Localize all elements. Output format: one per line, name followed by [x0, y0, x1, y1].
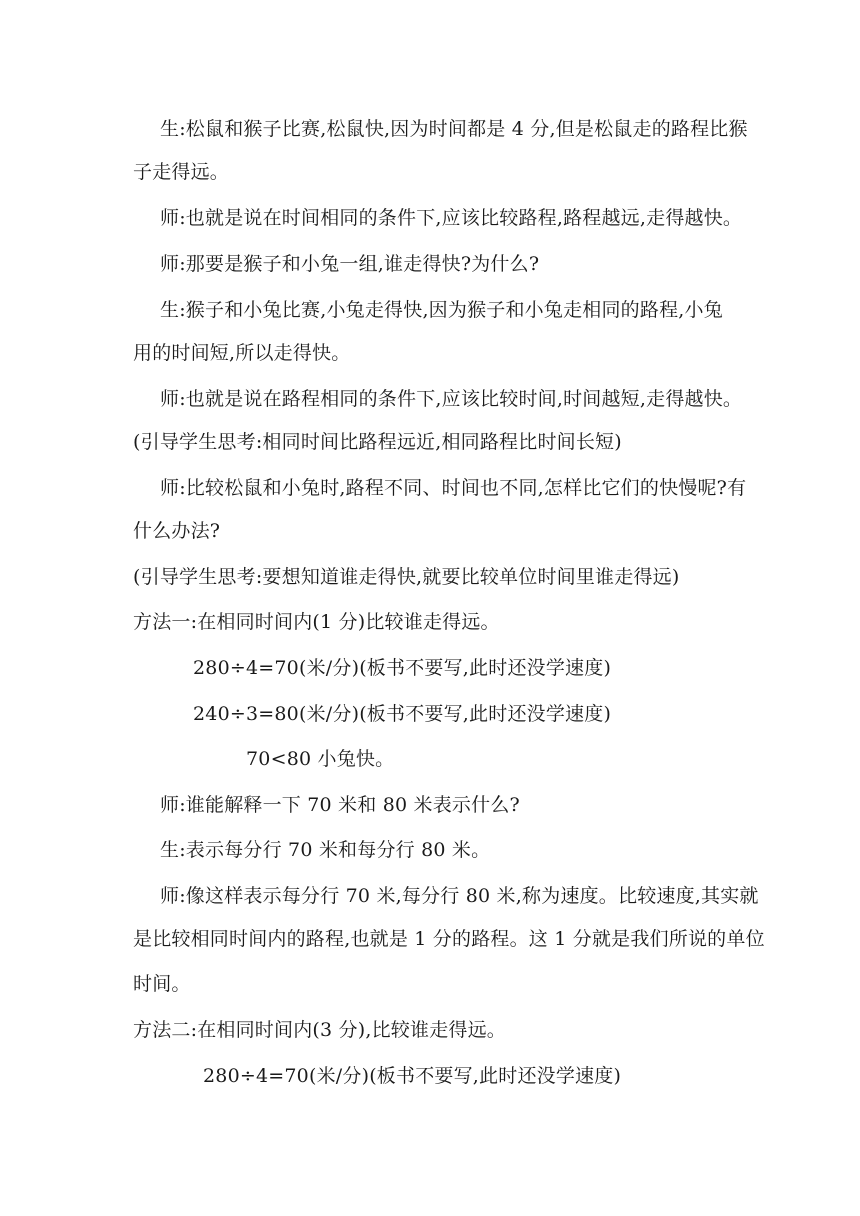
text-line: 生:表示每分行 70 米和每分行 80 米。	[160, 839, 491, 861]
text-line: 师:也就是说在路程相同的条件下,应该比较时间,时间越短,走得越快。	[160, 388, 743, 410]
text-line: 师:那要是猴子和小兔一组,谁走得快?为什么?	[160, 253, 540, 275]
text-line: 用的时间短,所以走得快。	[133, 342, 351, 364]
formula-line: 280÷4=70(米/分)(板书不要写,此时还没学速度)	[203, 1065, 622, 1087]
text-line: (引导学生思考:相同时间比路程远近,相同路程比时间长短)	[133, 431, 622, 453]
text-line: 生:松鼠和猴子比赛,松鼠快,因为时间都是 4 分,但是松鼠走的路程比猴	[160, 118, 748, 140]
formula-line: 280÷4=70(米/分)(板书不要写,此时还没学速度)	[193, 657, 612, 679]
text-line: 是比较相同时间内的路程,也就是 1 分的路程。这 1 分就是我们所说的单位	[133, 928, 765, 950]
text-line: 师:谁能解释一下 70 米和 80 米表示什么?	[160, 794, 520, 816]
text-line: 方法一:在相同时间内(1 分)比较谁走得远。	[133, 611, 500, 633]
text-line: (引导学生思考:要想知道谁走得快,就要比较单位时间里谁走得远)	[133, 566, 680, 588]
text-line: 子走得远。	[133, 161, 230, 183]
formula-line: 240÷3=80(米/分)(板书不要写,此时还没学速度)	[193, 703, 612, 725]
text-line: 方法二:在相同时间内(3 分),比较谁走得远。	[133, 1019, 506, 1041]
comparison-line: 70<80 小兔快。	[246, 748, 395, 770]
text-line: 师:也就是说在时间相同的条件下,应该比较路程,路程越远,走得越快。	[160, 207, 743, 229]
text-line: 生:猴子和小兔比赛,小兔走得快,因为猴子和小兔走相同的路程,小兔	[160, 299, 723, 321]
text-line: 师:像这样表示每分行 70 米,每分行 80 米,称为速度。比较速度,其实就	[160, 885, 759, 907]
text-line: 时间。	[133, 973, 191, 995]
text-line: 师:比较松鼠和小兔时,路程不同、时间也不同,怎样比它们的快慢呢?有	[160, 477, 747, 499]
text-line: 什么办法?	[133, 520, 221, 542]
